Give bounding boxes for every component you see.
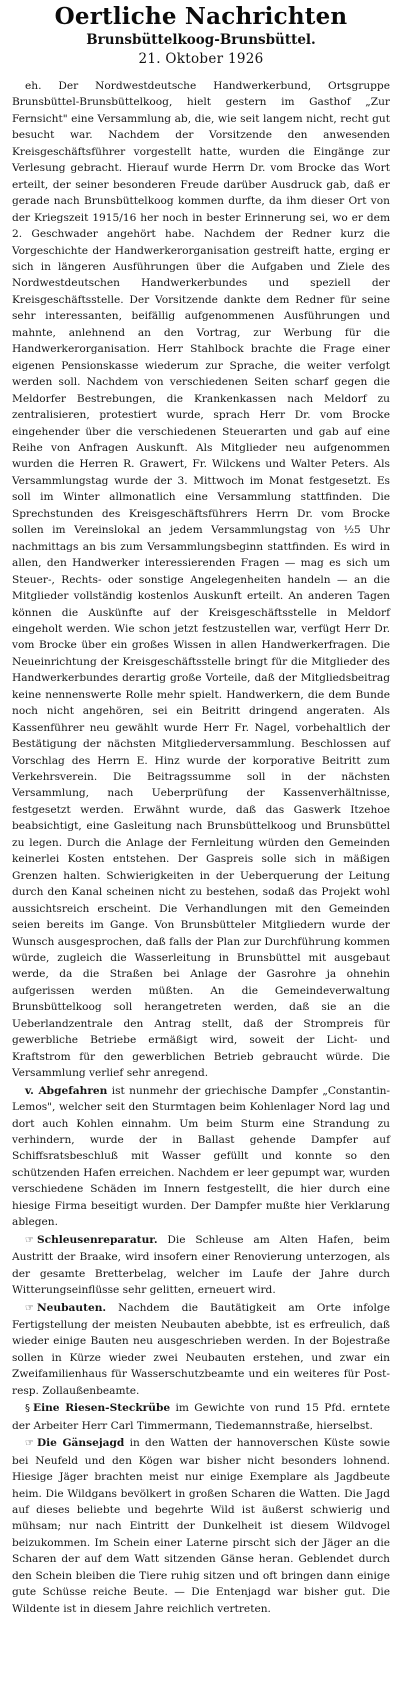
article-text: ist nunmehr der griechische Dampfer „Constantin-Lemos", welcher seit den Sturmtagen beim Kohlenlager Nord lag und dort auch Kohlen einnahm. Um beim Sturm eine Strandung zu verhindern, wurde der in Ballast gehende Dampfer auf Schiffsratsbeschluß mit Wasser gefüllt und konnte so den schützenden Hafen erreichen. Nachdem er leer gepumpt war, wurden verschiedene Schäden im Innern festgestellt, die hier durch eine hiesige Firma beseitigt wurden. Der Dampfer mußte hier Verklarung ablegen. xyxy=(12,1084,391,1229)
article-text: eh. Der Nordwestdeutsche Handwerkerbund, Ortsgruppe Brunsbüttel-Brunsbüttelkoog, hielt gestern im Gasthof „Zur Fernsicht" eine Versammlung ab, die, wie seit langem nicht, recht gut besucht war. Nachdem der Vorsitzende den anwesenden Kreisgeschäftsführer vorgestellt hatte, wurden die Eingänge zur Verlesung gebracht. Hierauf wurde Herrn Dr. vom Brocke das Wort erteilt, der seiner besonderen Freude darüber Ausdruck gab, daß er gerade nach Brunsbüttelkoog kommen durfte, da ihm dieser Ort von der Kriegszeit 1915/16 her noch in bester Erinnerung sei, wo er dem 2. Geschwader angehört habe. Nachdem der Redner kurz die Vorgeschichte der Handwerkerorganisation gestreift hatte, erging er sich in längeren Ausführungen über die Aufgaben und Ziele des Nordwestdeutschen Handwerkerbundes und speziell der Kreisgeschäftsstelle. Der Vorsitzende dankte dem Redner für seine sehr interessanten, beifällig aufgenommenen Ausführungen und mahnte, anlehnend an den Vortrag, zur Werbung für die Handwerkerorganisation. Herr Stahlbock brachte die Frage einer eigenen Pensionskasse wiederum zur Sprache, die weiter verfolgt werden soll. Nachdem von verschiedenen Seiten scharf gegen die Meldorfer Bestrebungen, die Krankenkassen nach Meldorf zu zentralisieren, protestiert wurde, sprach Herr Dr. vom Brocke eingehender über die verschiedenen Steuerarten und gab auf eine Reihe von Anfragen Auskunft. Als Mitglieder neu aufgenommen wurden die Herren R. Grawert, Fr. Wilckens und Walter Peters. Als Versammlungstag wurde der 3. Mittwoch im Monat festgesetzt. Es soll im Winter allmonatlich eine Versammlung stattfinden. Die Sprechstunden des Kreisgeschäftsführers Herrn Dr. vom Brocke sollen im Vereinslokal an jedem Versammlungstag von ½5 Uhr nachmittags an bis zum Versammlungsbeginn stattfinden. Es wird in allen, den Handwerker interessierenden Fragen — mag es sich um Steuer-, Rechts- oder sonstige Angelegenheiten handeln — an die Mitglieder vollständig kostenlos Auskunft erteilt. An anderen Tagen können die Auskünfte auf der Kreisgeschäftsstelle in Meldorf eingeholt werden. Wie schon jetzt festzustellen war, verfügt Herr Dr. vom Brocke über ein großes Wissen in allen Handwerkerfragen. Die Neueinrichtung der Kreisgeschäftsstelle bringt für die Mitglieder des Handwerkerbundes derartig große Vorteile, daß der Mitgliedsbeitrag keine nennenswerte Rolle mehr spielt. Handwerkern, die dem Bunde noch nicht angehören, sei ein Beitritt dringend angeraten. Als Kassenführer neu gewählt wurde Herr Fr. Nagel, vorbehaltlich der Bestätigung der nächsten Mitgliederversammlung. Beschlossen auf Vorschlag des Herrn E. Hinz wurde der korporative Beitritt zum Verkehrsverein. Die Beitragssumme soll in der nächsten Versammlung, nach Ueberprüfung der Kassenverhältnisse, festgesetzt werden. Erwähnt wurde, daß das Gaswerk Itzehoe beabsichtigt, eine Gasleitung nach Brunsbüttelkoog und Brunsbüttel zu legen. Durch die Anlage der Fernleitung würden den Gemeinden keinerlei Kosten entstehen. Der Gaspreis solle sich in mäßigen Grenzen halten. Schwierigkeiten in der Ueberquerung der Leitung durch den Kanal scheinen nicht zu bestehen, sodaß das Projekt wohl aussichtsreich erscheint. Die Verhandlungen mit den Gemeinden seien bereits im Gange. Von Brunsbütteler Mitgliedern wurde der Wunsch ausgesprochen, daß falls der Plan zur Durchführung kommen würde, zugleich die Wasserleitung in Brunsbüttel mit ausgebaut werde, da die Straßen bei Anlage der Gasrohre ja ohnehin aufgerissen werden müßten. An die Gemeindeverwaltung Brunsbüttelkoog soll herangetreten werden, daß sie an die Ueberlandzentrale den Antrag stellt, daß der Strompreis für gewerbliche Betriebe ermäßigt wird, soweit der Licht- und Kraftstrom für den gewerblichen Betrieb gebraucht würde. Die Versammlung verlief sehr anregend. xyxy=(12,80,390,1080)
article-schleusenreparatur xyxy=(12,1232,390,1299)
article-list xyxy=(12,78,390,1617)
article-lead: v. Abgefahren xyxy=(25,1084,108,1097)
article-lead: Schleusenreparatur. xyxy=(36,1233,158,1246)
section-header xyxy=(12,3,390,68)
issue-date: 21. Oktober 1926 xyxy=(138,51,264,67)
article-handwerkerbund xyxy=(12,78,390,1082)
article-neubauten xyxy=(12,1300,390,1400)
section-mark-icon: § xyxy=(25,1403,30,1415)
article-text: im Gewichte von rund 15 Pfd. erntete der Arbeiter Herr Carl Timmermann, Tiedemannstraße, hierselbst. xyxy=(12,1402,390,1432)
section-title: Oertliche Nachrichten xyxy=(54,3,348,30)
article-gaensejagd xyxy=(12,1435,390,1617)
location-subtitle: Brunsbüttelkoog-Brunsbüttel. xyxy=(86,32,316,48)
article-lead: Neubauten. xyxy=(36,1301,107,1314)
pointing-hand-icon: ☞ xyxy=(25,1438,34,1450)
article-lead: Die Gänsejagd xyxy=(36,1437,125,1450)
article-text: Nachdem die Bautätigkeit am Orte infolge Fertigstellung der meisten Neubauten abebbte, ist es erfreulich, daß wieder einige Bauten neu ausgeschrieben werden. In der Bojestraße sollen in Kürze wieder zwei Neubauten erstehen, und zwar ein Zweifamilienhaus für Wasserschutzbeamte und ein weiteres für Post- resp. Zollaußenbeamte. xyxy=(12,1301,390,1397)
article-text: Die Schleuse am Alten Hafen, beim Austritt der Braake, wird insofern einer Renovierung unterzogen, als der gesamte Bretterbelag, welcher im Laufe der Jahre durch Witterungseinflüsse sehr gelitten, erneuert wird. xyxy=(12,1233,390,1297)
pointing-hand-icon: ☞ xyxy=(25,1302,34,1314)
article-lead: Eine Riesen-Steckrübe xyxy=(33,1402,171,1415)
article-abgefahren xyxy=(12,1083,390,1231)
article-text: in den Watten der hannoverschen Küste sowie bei Neufeld und den Kögen war bisher nicht besonders lohnend. Hiesige Jäger brachten meist nur einige Exemplare als Jagdbeute heim. Die Wildgans bevölkert in großen Scharen die Watten. Die Jagd auf dieses beliebte und begehrte Wild ist äußerst schwierig und mühsam; nur nach Eintritt der Dunkelheit ist diesem Wildvogel beizukommen. Im Schein einer Laterne pirscht sich der Jäger an die Scharen der auf dem Watt sitzenden Gänse heran. Geblendet durch den Schein bleiben die Tiere ruhig sitzen und oft bringen dann einige gute Schüsse reiche Beute. — Die Entenjagd war bisher gut. Die Wildente ist in diesem Jahre reichlich vertreten. xyxy=(12,1437,390,1615)
article-steckruebe xyxy=(12,1400,390,1434)
pointing-hand-icon: ☞ xyxy=(25,1234,34,1246)
